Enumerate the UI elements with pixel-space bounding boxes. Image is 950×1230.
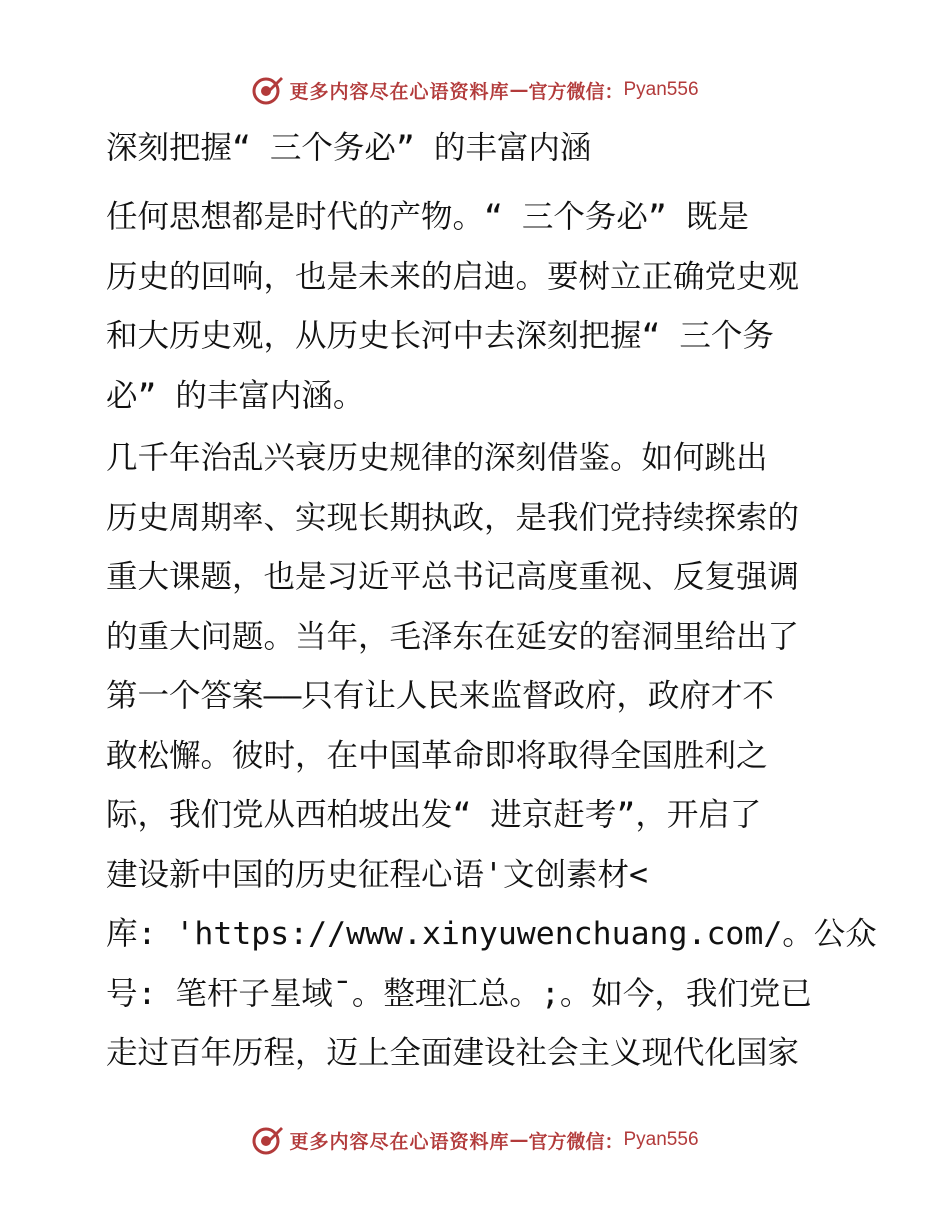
text-line: 任何思想都是时代的产物。“ 三个务必” 既是	[106, 199, 749, 235]
text-line: 的重大问题。当年，毛泽东在延安的窑洞里给出了	[106, 618, 800, 655]
paragraph-2	[96, 429, 877, 1084]
banner-text: 更多内容尽在心语资料库	[289, 1130, 510, 1153]
text-line: 建设新中国的历史征程心语'文创素材<	[106, 856, 648, 893]
document-body	[96, 118, 877, 1087]
text-line: 走过百年历程，迈上全面建设社会主义现代化国家	[106, 1035, 800, 1071]
pen-logo-icon	[251, 73, 285, 107]
header-banner	[0, 70, 950, 110]
banner-wechat-label: 官方微信：	[528, 80, 624, 103]
document-title: 深刻把握“ 三个务必” 的丰富内涵	[106, 130, 592, 166]
text-line: 和大历史观，从历史长河中去深刻把握“ 三个务	[106, 318, 774, 354]
banner-text: 更多内容尽在心语资料库	[289, 80, 510, 103]
text-line: 第一个答案——只有让人民来监督政府，政府才不	[106, 678, 774, 714]
text-line: 几千年治乱兴衰历史规律的深刻借鉴。如何跳出	[106, 440, 768, 476]
footer-banner	[0, 1120, 950, 1160]
text-line: 必” 的丰富内涵。	[106, 377, 365, 414]
banner-wechat-id: Pyan556	[623, 1129, 699, 1150]
pen-logo-icon	[251, 1123, 285, 1157]
text-line: 库: 'https://www.xinyuwenchuang.com/。公众	[106, 916, 877, 952]
banner-separator: —	[509, 1129, 529, 1151]
text-line: 际，我们党从西柏坡出发“ 进京赶考”，开启了	[106, 797, 762, 833]
text-line: 重大课题，也是习近平总书记高度重视、反复强调	[106, 559, 800, 595]
paragraph-1	[96, 188, 856, 426]
banner-separator: —	[509, 79, 529, 101]
text-line: 历史周期率、实现长期执政，是我们党持续探索的	[106, 499, 800, 536]
text-line: 敢松懈。彼时，在中国革命即将取得全国胜利之	[106, 737, 768, 774]
text-line: 号: 笔杆子星域¯。整理汇总。;。如今，我们党已	[106, 975, 812, 1012]
text-line: 历史的回响，也是未来的启迪。要树立正确党史观	[106, 258, 800, 295]
banner-wechat-label: 官方微信：	[528, 1130, 624, 1153]
banner-wechat-id: Pyan556	[623, 79, 699, 100]
